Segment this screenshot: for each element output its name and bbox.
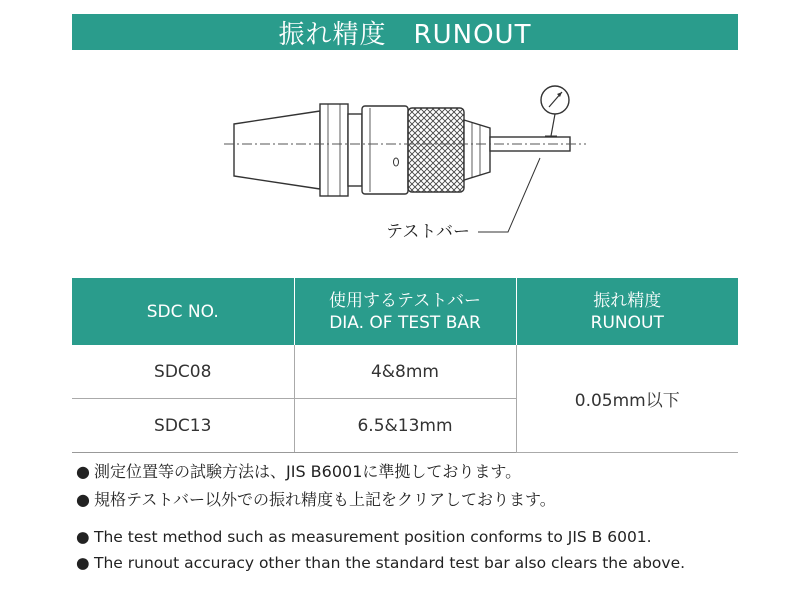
runout-table [72,278,738,453]
model-cell: SDC13 [72,399,294,453]
model-cell: SDC08 [72,345,294,399]
note-jp-2: ● 規格テストバー以外での振れ精度も上記をクリアしております。 [76,486,776,514]
note-en-2: ● The runout accuracy other than the standard test bar also clears the above. [76,550,776,576]
bullet-icon: ● [76,462,90,481]
table-row [72,345,738,399]
section-title: 振れ精度 RUNOUT [278,19,532,50]
header-sdc-no: SDC NO. [72,278,294,345]
test-bar-label: テストバー [386,222,470,242]
chuck-diagram [220,70,600,250]
bullet-icon: ● [76,528,90,546]
flange [320,104,348,196]
taper-shank [234,111,320,189]
table-header-row [72,278,738,345]
header-runout: 振れ精度 RUNOUT [516,278,738,345]
note-jp-1: ● 測定位置等の試験方法は、JIS B6001に準拠しております。 [76,458,776,486]
dial-probe [551,114,555,136]
bullet-icon: ● [76,554,90,572]
knurled-sleeve [408,108,464,192]
runout-value-cell: 0.05mm以下 [516,345,738,453]
dia-cell: 6.5&13mm [294,399,516,453]
dia-cell: 4&8mm [294,345,516,399]
note-en-1: ● The test method such as measurement position conforms to JIS B 6001. [76,524,776,550]
chuck-nose [464,120,490,180]
header-test-bar: 使用するテストバー DIA. OF TEST BAR [294,278,516,345]
chuck-body [362,106,408,194]
neck [348,114,362,186]
bullet-icon: ● [76,490,90,509]
notes [76,458,776,576]
section-header [72,14,738,50]
